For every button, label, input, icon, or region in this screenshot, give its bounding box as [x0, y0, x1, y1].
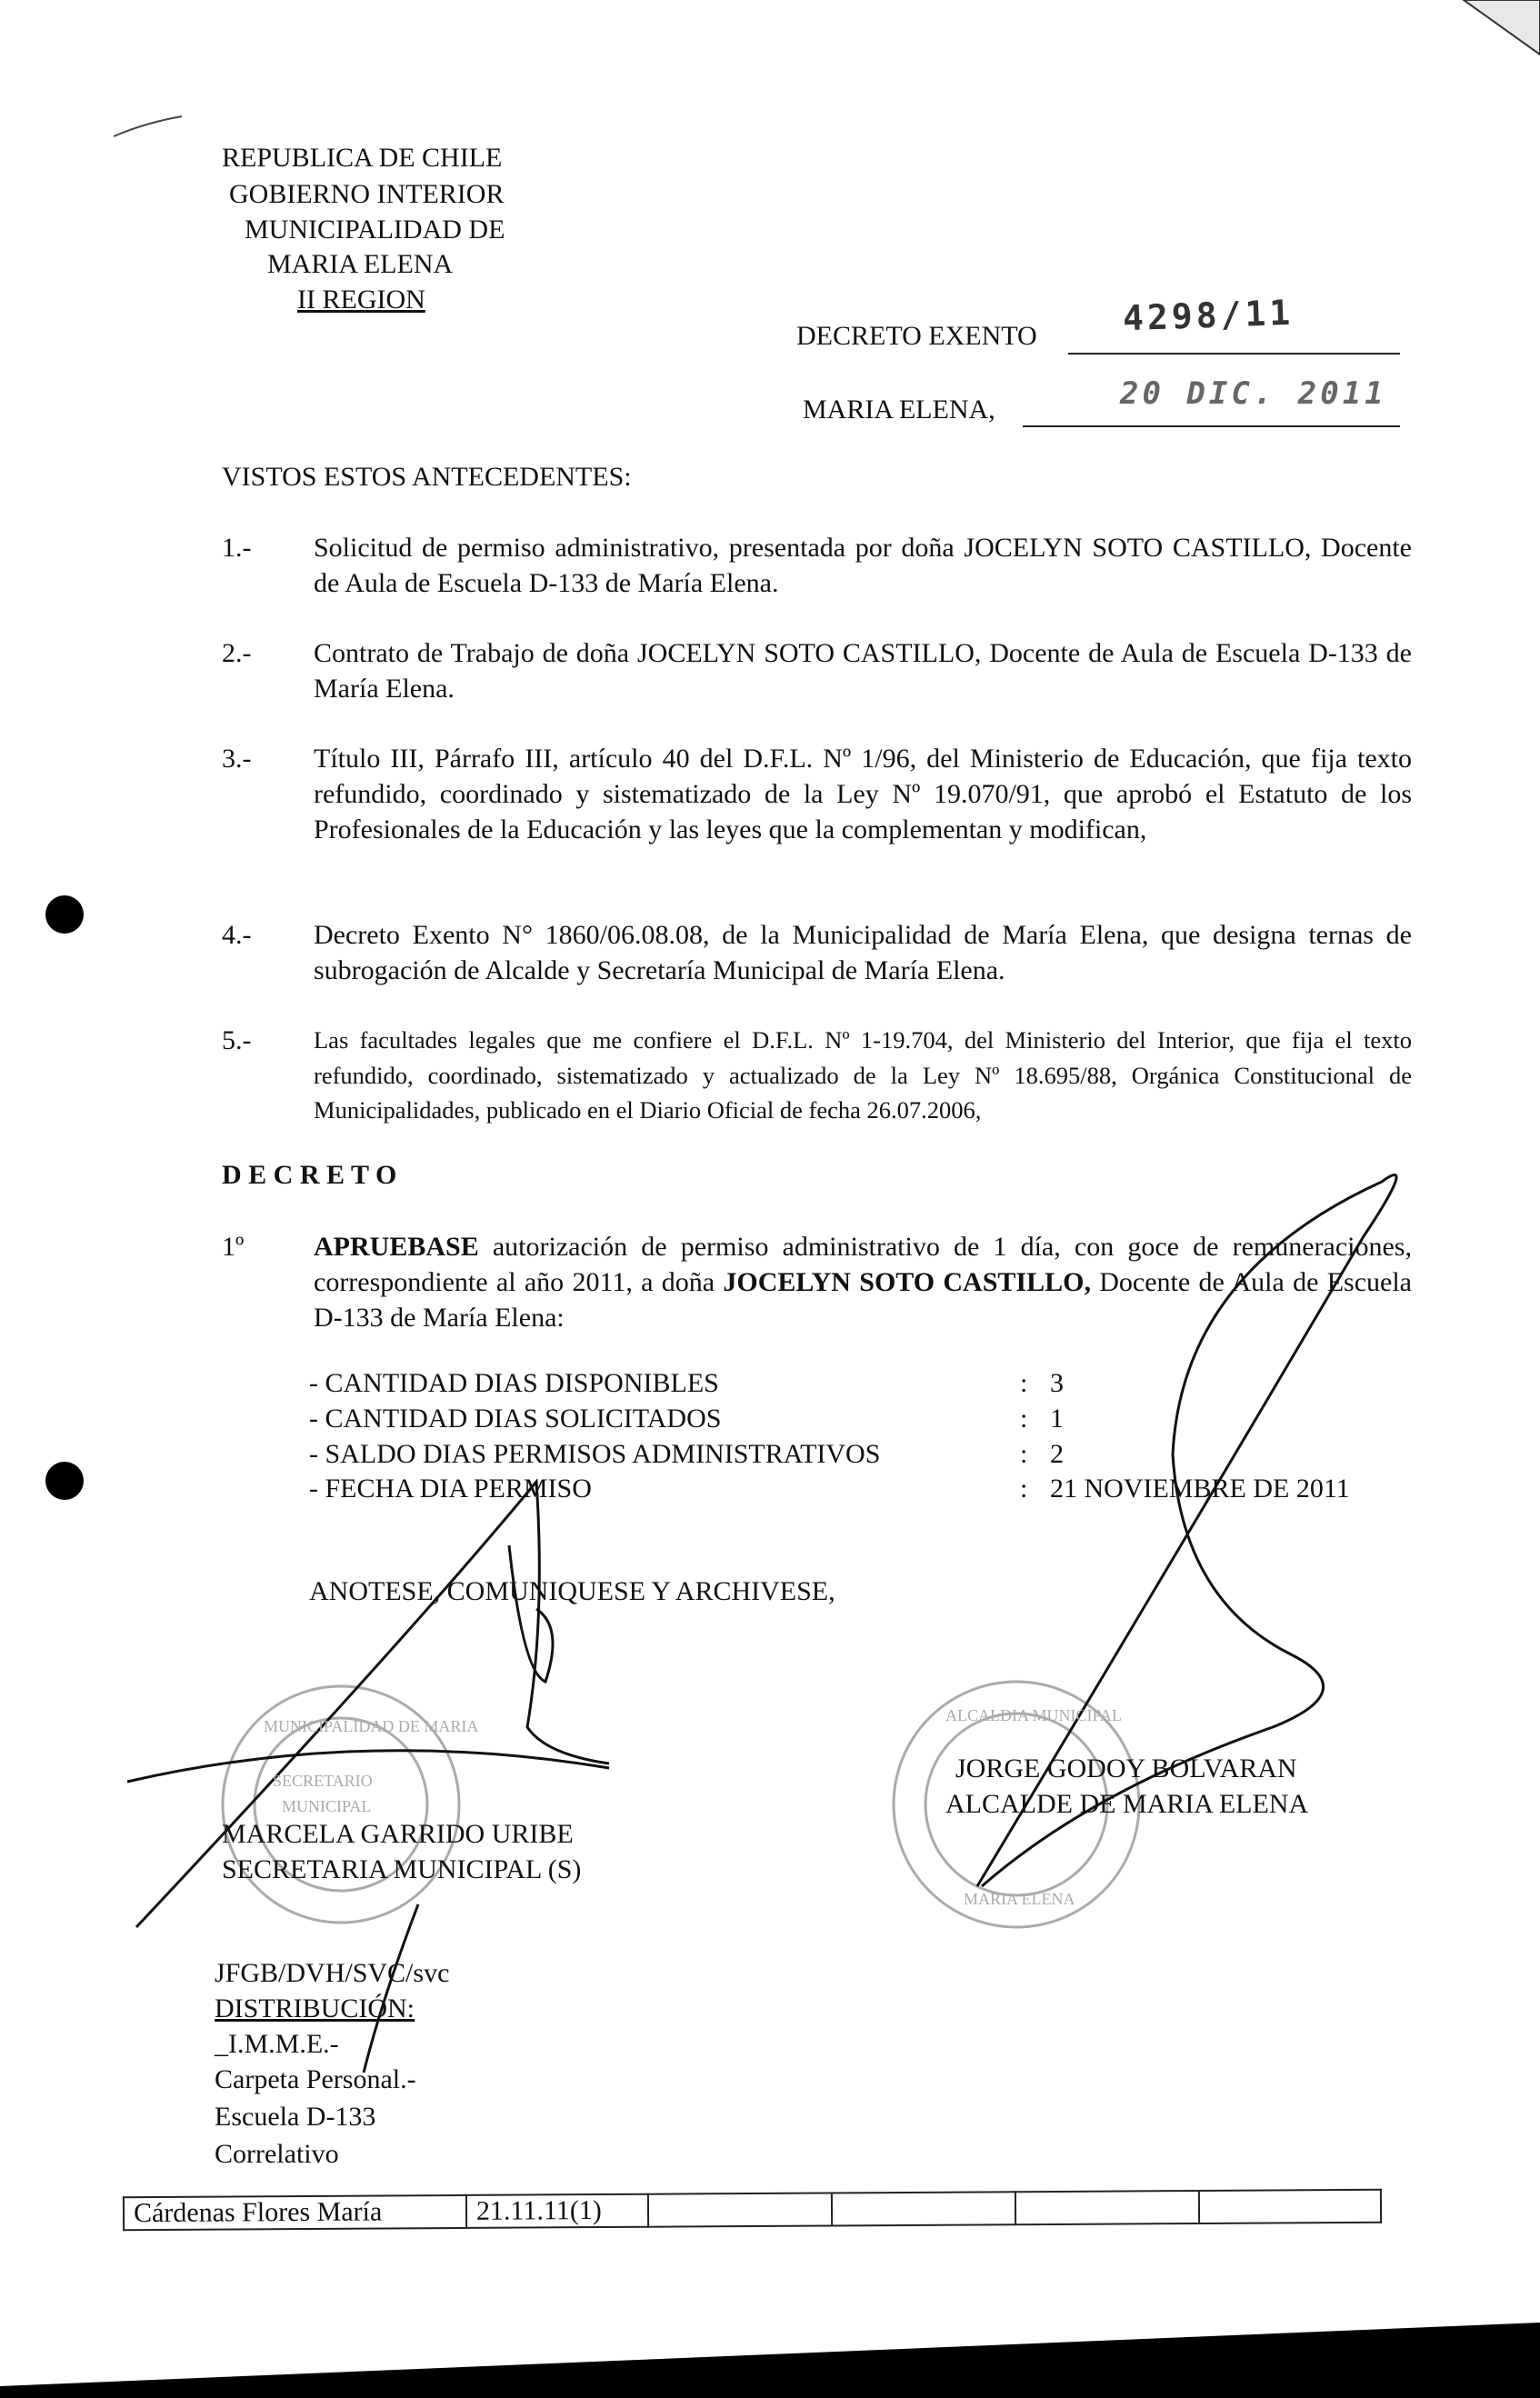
punch-hole [45, 1462, 84, 1500]
item-number: 4.- [222, 920, 252, 950]
item-number: 1.- [222, 533, 252, 563]
vistos-item: Las facultades legales que me confiere el D.F.L. Nº 1-19.704, del Ministerio del Interior, que fija el texto refundido, coordinado, sistematizado y actualizado de la Ley Nº 18.695/88, Orgánica Constitucional de Municipalidades, publicado en el Diario Oficial de fecha 26.07.2006, [314, 1026, 1412, 1124]
detail-label: - CANTIDAD DIAS SOLICITADOS [309, 1404, 722, 1434]
distribution-item: Correlativo [215, 2139, 339, 2169]
letterhead-line: MARIA ELENA [267, 249, 454, 279]
article-number: 1º [222, 1232, 245, 1262]
secretary-title: SECRETARIA MUNICIPAL (S) [222, 1854, 582, 1884]
punch-hole [45, 895, 84, 934]
detail-value: 1 [1050, 1404, 1064, 1434]
detail-label: - CANTIDAD DIAS DISPONIBLES [309, 1368, 719, 1398]
detail-label: - FECHA DIA PERMISO [309, 1474, 592, 1504]
table-row [124, 2190, 1381, 2230]
letterhead-line: MUNICIPALIDAD DE [245, 215, 505, 245]
detail-label: - SALDO DIAS PERMISOS ADMINISTRATIVOS [309, 1439, 881, 1469]
table-cell [1199, 2190, 1381, 2223]
distribution-item: Escuela D-133 [215, 2102, 376, 2132]
distribution-item: Carpeta Personal.- [215, 2064, 416, 2094]
secretary-name: MARCELA GARRIDO URIBE [222, 1819, 574, 1849]
item-number: 3.- [222, 744, 252, 774]
table-cell: Cárdenas Flores María [124, 2195, 466, 2230]
vistos-title: VISTOS ESTOS ANTECEDENTES: [222, 462, 632, 492]
vistos-item: Título III, Párrafo III, artículo 40 del D.F.L. Nº 1/96, del Ministerio de Educación, que fija texto refundido, coordinado y sistematizado de la Ley Nº 19.070/91, que aprobó el Estatuto de los Profesionales de la Educación y las leyes que la complementan y modifican, [314, 744, 1412, 844]
distribution-title: DISTRIBUCIÓN: [215, 1993, 415, 2023]
table-cell [1015, 2191, 1199, 2224]
article-body: autorización de permiso administrativo de 1 día, con goce de remuneraciones, correspondiente al año 2011, a doña [314, 1232, 1412, 1297]
decreto-title: D E C R E T O [222, 1160, 397, 1190]
detail-colon: : [1020, 1368, 1028, 1398]
decree-date: 20 DIC. 2011 [1120, 375, 1387, 412]
stamp-text: ALCALDIA MUNICIPAL [945, 1706, 1122, 1724]
vistos-item: Solicitud de permiso administrativo, presentada por doña JOCELYN SOTO CASTILLO, Docente de Aula de Escuela D-133 de María Elena. [314, 533, 1412, 598]
decree-label: DECRETO EXENTO [796, 321, 1037, 351]
vistos-item: Decreto Exento N° 1860/06.08.08, de la Municipalidad de María Elena, que designa ternas de subrogación de Alcalde y Secretaría Municipal de María Elena. [314, 920, 1412, 985]
decree-number: 4298/11 [1122, 292, 1295, 339]
scan-edge [0, 2323, 1540, 2398]
stamp-text: MUNICIPAL [282, 1797, 372, 1815]
pen-mark [114, 116, 182, 136]
closing-formula: ANOTESE, COMUNIQUESE Y ARCHIVESE, [309, 1576, 835, 1606]
detail-value: 2 [1050, 1439, 1064, 1469]
stamp-text: MUNICIPALIDAD DE MARIA [264, 1717, 479, 1735]
letterhead-line: REPUBLICA DE CHILE [222, 143, 503, 173]
article-verb: APRUEBASE [314, 1232, 479, 1262]
reference-initials: JFGB/DVH/SVC/svc [215, 1958, 450, 1988]
vistos-item: Contrato de Trabajo de doña JOCELYN SOTO CASTILLO, Docente de Aula de Escuela D-133 de María Elena. [314, 638, 1412, 704]
table-cell [648, 2193, 832, 2226]
detail-colon: : [1020, 1404, 1028, 1434]
detail-value: 3 [1050, 1368, 1064, 1398]
stamp-text: MARIA ELENA [964, 1890, 1075, 1908]
detail-value: 21 NOVIEMBRE DE 2011 [1050, 1474, 1350, 1504]
detail-colon: : [1020, 1474, 1028, 1504]
letterhead-line: II REGION [297, 285, 425, 315]
table-cell: 21.11.11(1) [466, 2194, 648, 2228]
item-number: 2.- [222, 638, 252, 668]
table-cell [832, 2192, 1015, 2225]
item-number: 5.- [222, 1025, 252, 1055]
place-label: MARIA ELENA, [803, 395, 995, 425]
detail-colon: : [1020, 1439, 1028, 1469]
mayor-name: JORGE GODOY BOLVARAN [955, 1754, 1297, 1784]
distribution-item: _I.M.M.E.- [215, 2029, 339, 2059]
article-body: Docente de Aula de Escuela D-133 de María Elena: [314, 1267, 1412, 1333]
beneficiary-name: JOCELYN SOTO CASTILLO, [723, 1267, 1091, 1297]
folded-corner [1464, 0, 1540, 55]
stamp-text: SECRETARIO [273, 1772, 373, 1790]
letterhead-line: GOBIERNO INTERIOR [229, 179, 505, 209]
article-text [314, 1229, 1412, 1335]
mayor-title: ALCALDE DE MARIA ELENA [945, 1789, 1309, 1819]
